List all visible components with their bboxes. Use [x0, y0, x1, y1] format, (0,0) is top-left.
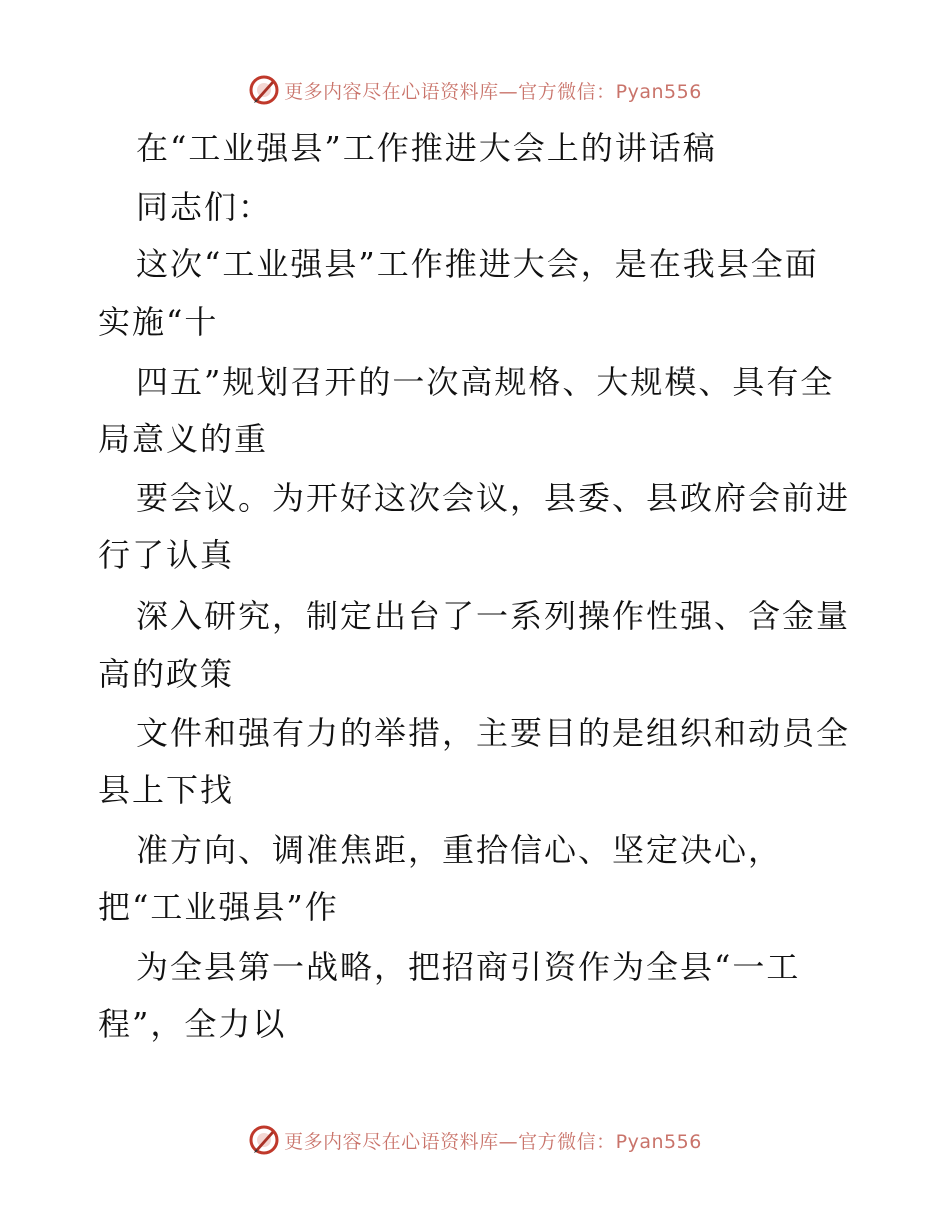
paragraph-line: 四五”规划召开的一次高规格、大规模、具有全: [136, 363, 835, 401]
paragraph-line: 要会议。为开好这次会议，县委、县政府会前进: [136, 479, 851, 517]
paragraph-line: 高的政策: [98, 655, 235, 693]
pen-seal-icon: [248, 1124, 280, 1156]
paragraph-line: 为全县第一战略，把招商引资作为全县“一工: [136, 948, 801, 986]
footer-banner-text: 更多内容尽在心语资料库—官方微信：Pyan556: [284, 1130, 702, 1153]
footer-banner: [0, 1120, 950, 1160]
paragraph-line: 局意义的重: [98, 420, 269, 458]
header-banner: [0, 70, 950, 110]
document-title: 在“工业强县”工作推进大会上的讲话稿: [136, 129, 717, 167]
paragraph-line: 把“工业强县”作: [98, 888, 339, 926]
salutation: 同志们：: [136, 188, 273, 226]
paragraph-line: 县上下找: [98, 771, 235, 809]
header-banner-text: 更多内容尽在心语资料库—官方微信：Pyan556: [284, 80, 702, 103]
paragraph-line: 这次“工业强县”工作推进大会，是在我县全面: [136, 245, 819, 283]
pen-seal-icon: [248, 74, 280, 106]
paragraph-line: 实施“十: [98, 303, 219, 341]
paragraph-line: 文件和强有力的举措，主要目的是组织和动员全: [136, 714, 851, 752]
paragraph-line: 准方向、调准焦距，重拾信心、坚定决心，: [136, 831, 783, 869]
paragraph-line: 深入研究，制定出台了一系列操作性强、含金量: [136, 597, 851, 635]
paragraph-line: 行了认真: [98, 536, 235, 574]
paragraph-line: 程”，全力以: [98, 1005, 287, 1043]
